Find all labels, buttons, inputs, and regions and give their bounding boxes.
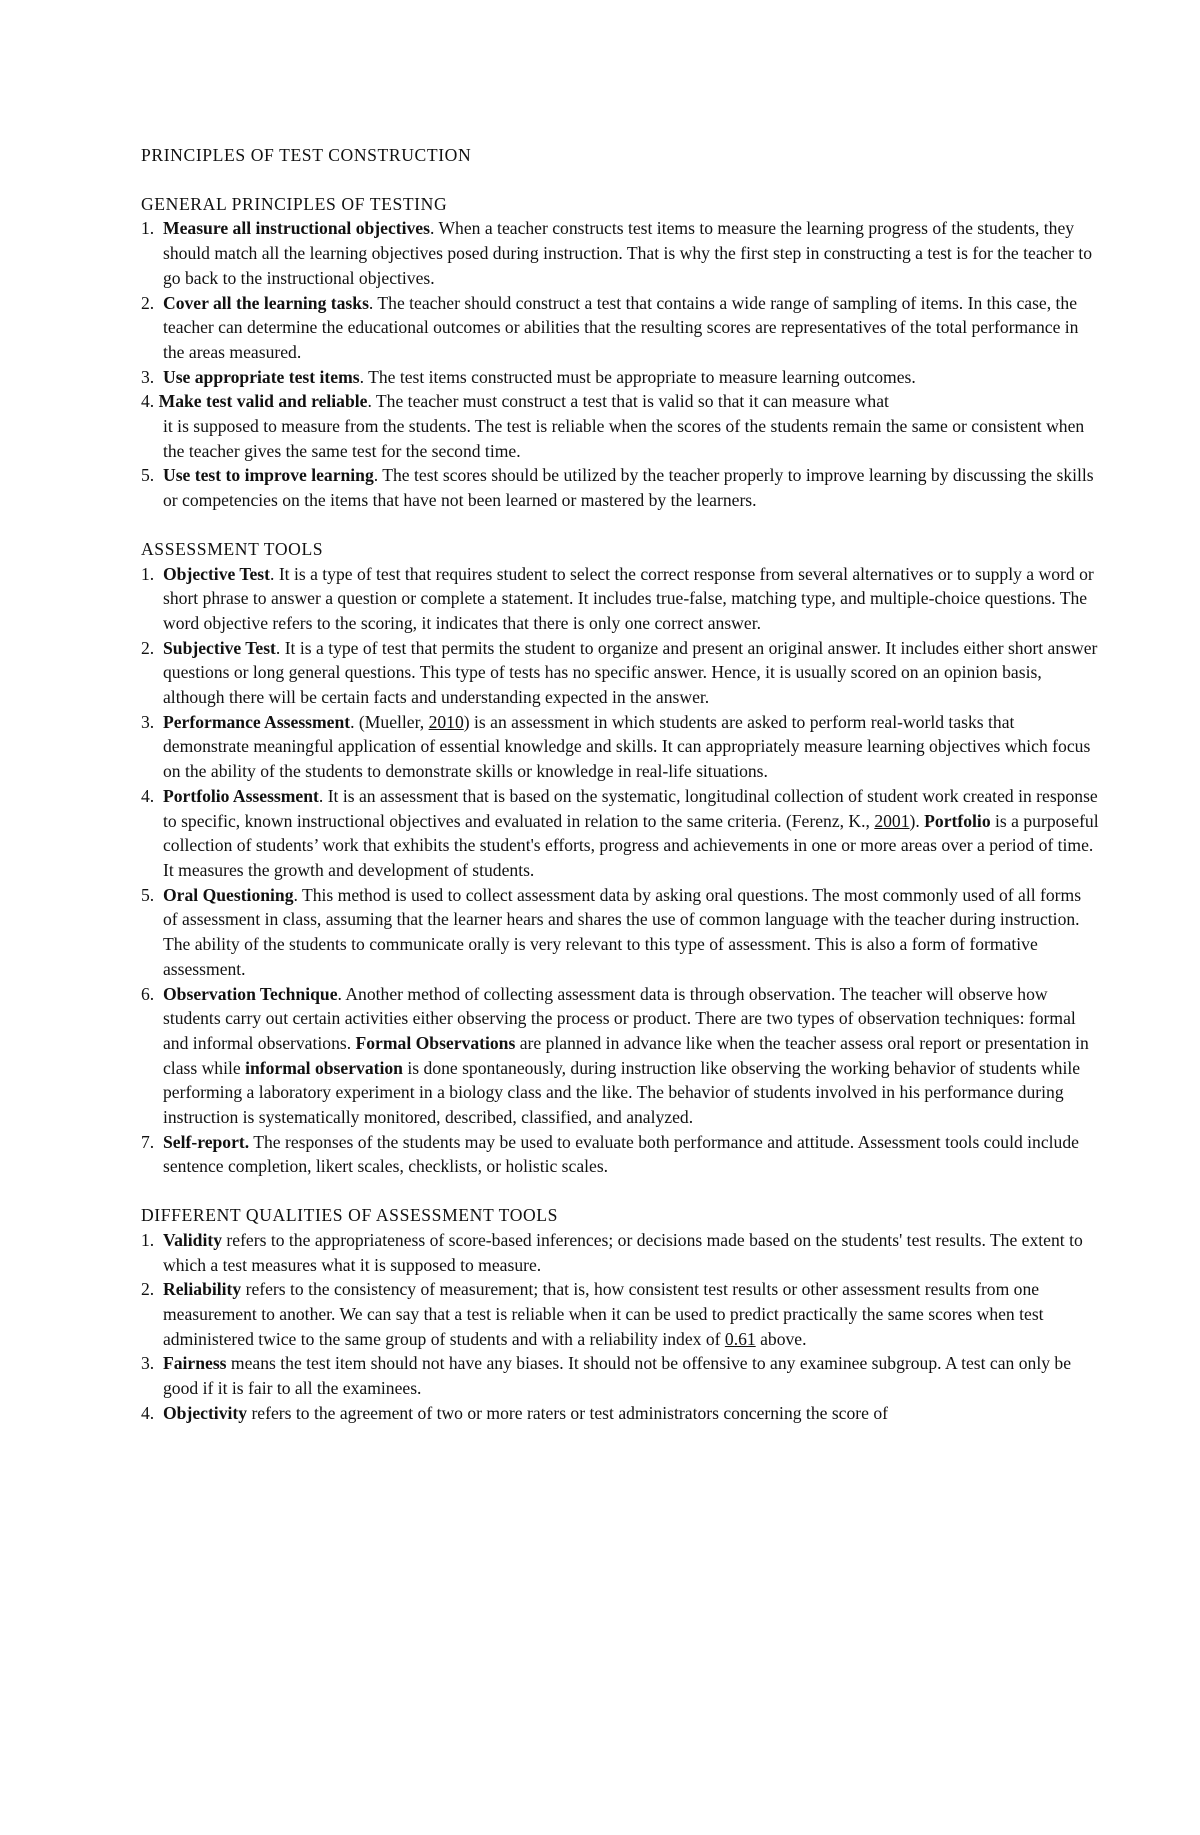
item-text: . The teacher should construct a test that contains a wide range of sampling of items. In this case, the teacher can determine the educational outcomes or abilities that the resulting scores are representatives of the total performance in the areas measured.	[163, 292, 1079, 362]
citation-link[interactable]: 2010	[428, 711, 464, 732]
item-text: The responses of the students may be used to evaluate both performance and attitude. Assessment tools could include sentence completion, likert scales, checklists, or holistic scales.	[163, 1131, 1079, 1177]
item-number: 3.	[141, 366, 155, 387]
section-qualities	[141, 1203, 1100, 1425]
list-item	[141, 710, 1100, 784]
item-number: 3.	[141, 1353, 155, 1374]
section-heading: GENERAL PRINCIPLES OF TESTING	[141, 193, 448, 214]
list-item	[141, 636, 1100, 710]
item-number: 1.	[141, 1229, 155, 1250]
item-term: Validity	[163, 1229, 222, 1250]
item-term: Use test to improve learning	[163, 465, 374, 486]
item-number: 7.	[141, 1131, 155, 1152]
item-text: refers to the agreement of two or more raters or test administrators concerning the score of	[247, 1402, 888, 1423]
item-text: . The test items constructed must be appropriate to measure learning outcomes.	[359, 366, 916, 387]
list-item	[141, 784, 1100, 883]
reliability-index-value: 0.61	[724, 1328, 756, 1349]
item-text: . (Mueller,	[350, 711, 429, 732]
document-title: PRINCIPLES OF TEST CONSTRUCTION	[141, 145, 472, 165]
qualities-list	[141, 1228, 1100, 1426]
item-first-line	[141, 389, 1100, 414]
item-term: Fairness	[163, 1353, 227, 1374]
item-term: Portfolio Assessment	[163, 785, 319, 806]
item-term: Use appropriate test items	[163, 366, 360, 387]
item-number: 2.	[141, 1279, 155, 1300]
list-item	[141, 1401, 1100, 1426]
item-term: Objectivity	[163, 1402, 248, 1423]
item-number: 5.	[141, 884, 155, 905]
list-item	[141, 1277, 1100, 1351]
item-number: 2.	[141, 292, 155, 313]
list-item	[141, 365, 1100, 390]
item-number: 4.	[141, 391, 155, 412]
list-item	[141, 463, 1100, 512]
assessment-tools-list	[141, 562, 1100, 1180]
item-text: is a purposeful collection of students’ work that exhibits the student's efforts, progress and achievements in one or more areas over a period of time. It measures the growth and development of students.	[163, 810, 1099, 880]
list-item	[141, 883, 1100, 982]
list-item	[141, 1351, 1100, 1400]
citation-link[interactable]: 2001	[874, 810, 910, 831]
list-item	[141, 291, 1100, 365]
list-item	[141, 216, 1100, 290]
item-text: refers to the consistency of measurement; that is, how consistent test results or other assessment results from one measurement to another. We can say that a test is reliable when it can be used to predict practically the same scores when test administered twice to the same group of students and with a reliability index of	[163, 1279, 1044, 1349]
item-text: . It is a type of test that permits the student to organize and present an original answer. It includes either short answer questions or long general questions. This type of tests has no specific answer. Hence, it is usually scored on an opinion basis, although there will be certain facts and understanding expected in the answer.	[163, 637, 1098, 708]
item-term: Portfolio	[924, 810, 991, 831]
item-text: . The test scores should be utilized by the teacher properly to improve learning by discussing the skills or competencies on the items that have not been learned or mastered by the learners.	[163, 465, 1094, 511]
item-number: 4.	[141, 785, 155, 806]
list-item	[141, 1130, 1100, 1179]
item-text: . It is a type of test that requires student to select the correct response from several alternatives or to supply a word or short phrase to answer a question or complete a statement. It includes true-false, matching type, and multiple-choice questions. The word objective refers to the scoring, it indicates that there is only one correct answer.	[163, 563, 1094, 633]
section-heading: ASSESSMENT TOOLS	[141, 538, 324, 559]
section-general-principles	[141, 192, 1100, 513]
item-term: informal observation	[245, 1057, 403, 1078]
item-term: Self-report.	[163, 1131, 250, 1152]
item-text: . Another method of collecting assessment data is through observation. The teacher will observe how students carry out certain activities either observing the process or product. There are two types of observation techniques: formal and informal observations.	[163, 983, 1076, 1053]
item-text: means the test item should not have any biases. It should not be offensive to any examinee subgroup. A test can only be good if it is fair to all the examinees.	[163, 1353, 1072, 1399]
item-text: are planned in advance like when the teacher assess oral report or presentation in class while	[163, 1032, 1089, 1078]
list-item	[141, 982, 1100, 1130]
item-term: Cover all the learning tasks	[163, 292, 369, 313]
principles-list	[141, 216, 1100, 512]
item-number: 1.	[141, 563, 155, 584]
item-text: . When a teacher constructs test items to measure the learning progress of the students, they should match all the learning objectives posed during instruction. That is why the first step in constructing a test is for the teacher to go back to the instructional objectives.	[163, 218, 1092, 288]
item-text: . The teacher must construct a test that is valid so that it can measure what	[367, 391, 889, 412]
item-term: Observation Technique	[163, 983, 338, 1004]
item-term: Formal Observations	[355, 1032, 516, 1053]
item-text: ) is an assessment in which students are asked to perform real-world tasks that demonstrate meaningful application of essential knowledge and skills. It can appropriately measure learning objectives which focus on the ability of the students to demonstrate skills or knowledge in real-life situations.	[163, 711, 1091, 782]
list-item	[141, 389, 1100, 463]
item-term: Subjective Test	[163, 637, 276, 658]
item-number: 6.	[141, 983, 155, 1004]
item-continuation: it is supposed to measure from the students. The test is reliable when the scores of the students remain the same or consistent when the teacher gives the same test for the second time.	[163, 416, 1085, 461]
item-text: is done spontaneously, during instruction like observing the working behavior of students while performing a laboratory experiment in a biology class and the like. The behavior of students involved in his performance during instruction is systematically monitored, described, classified, and analyzed.	[163, 1057, 1081, 1128]
item-term: Make test valid and reliable	[158, 391, 368, 412]
item-text: ).	[909, 810, 925, 831]
item-number: 5.	[141, 465, 155, 486]
section-assessment-tools	[141, 537, 1100, 1179]
section-heading: DIFFERENT QUALITIES OF ASSESSMENT TOOLS	[141, 1205, 559, 1226]
item-term: Performance Assessment	[163, 711, 351, 732]
item-term: Objective Test	[163, 563, 271, 584]
item-term: Reliability	[163, 1279, 242, 1300]
item-number: 2.	[141, 637, 155, 658]
item-text: . This method is used to collect assessment data by asking oral questions. The most commonly used of all forms of assessment in class, assuming that the learner hears and shares the use of common language with the teacher during instruction. The ability of the students to communicate orally is very relevant to this type of assessment. This is also a form of formative assessment.	[163, 884, 1082, 979]
list-item	[141, 1228, 1100, 1277]
item-text: . It is an assessment that is based on the systematic, longitudinal collection of student work created in response to specific, known instructional objectives and evaluated in relation to the same criteria. (Ferenz, K.,	[163, 785, 1098, 831]
item-number: 4.	[141, 1402, 155, 1423]
item-number: 1.	[141, 218, 155, 239]
item-text: refers to the appropriateness of score-based inferences; or decisions made based on the students' test results. The extent to which a test measures what it is supposed to measure.	[163, 1229, 1083, 1275]
item-text: above.	[755, 1328, 807, 1349]
list-item	[141, 562, 1100, 636]
item-term: Oral Questioning	[163, 884, 294, 905]
item-number: 3.	[141, 711, 155, 732]
item-term: Measure all instructional objectives	[163, 218, 430, 239]
